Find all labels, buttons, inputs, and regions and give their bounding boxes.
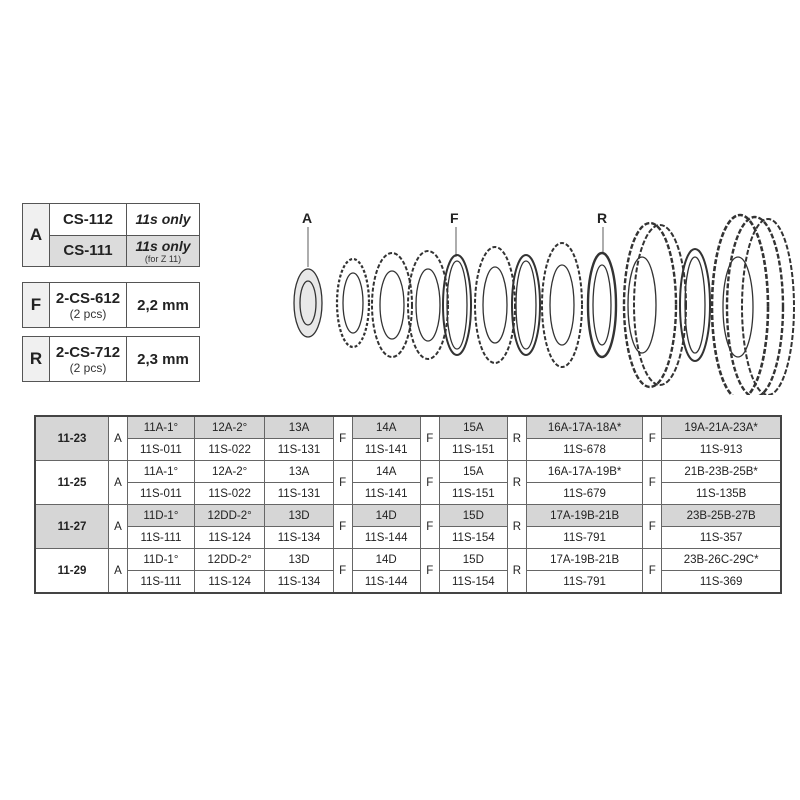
- group-letter-cell: R: [507, 505, 526, 549]
- sprocket-cell: 13D: [265, 549, 333, 571]
- sprocket-cell: 13A: [265, 461, 333, 483]
- sprocket-cell: 17A-19B-21B: [526, 505, 642, 527]
- part-code-cell: 11S-151: [439, 483, 507, 505]
- legend-code: 2-CS-612: [55, 289, 121, 307]
- group-letter-cell: F: [333, 461, 352, 505]
- sprocket-cell: 13A: [265, 416, 333, 439]
- sprocket-cell: 15D: [439, 549, 507, 571]
- part-code-cell: 11S-144: [352, 527, 420, 549]
- sprocket-cell: 12DD-2°: [194, 549, 265, 571]
- legend-code: CS-112: [50, 204, 127, 235]
- table-row: [35, 461, 781, 483]
- legend-letter-f: F: [23, 283, 50, 327]
- range-cell: 11-27: [35, 505, 109, 549]
- sprocket-cell: 21B-23B-25B*: [662, 461, 781, 483]
- part-code-cell: 11S-022: [194, 483, 265, 505]
- part-code-cell: 11S-144: [352, 571, 420, 594]
- diagram-label-a: A: [302, 210, 313, 226]
- part-code-cell: 11S-151: [439, 439, 507, 461]
- sprocket-cell: 12DD-2°: [194, 505, 265, 527]
- part-code-cell: 11S-022: [194, 439, 265, 461]
- sprocket-cell: 16A-17A-18A*: [526, 416, 642, 439]
- part-code-cell: 11S-124: [194, 527, 265, 549]
- sprocket-cell: 14D: [352, 505, 420, 527]
- legend-code: 2-CS-712: [55, 343, 121, 361]
- sprocket-cell: 13D: [265, 505, 333, 527]
- part-code-cell: 11S-791: [526, 571, 642, 594]
- table-row: [35, 549, 781, 571]
- legend-size: 2,3 mm: [137, 350, 189, 368]
- sprocket-cell: 11D-1°: [128, 549, 195, 571]
- part-code-cell: 11S-679: [526, 483, 642, 505]
- table-row: [35, 505, 781, 527]
- group-letter-cell: F: [420, 549, 439, 594]
- part-code-cell: 11S-111: [128, 571, 195, 594]
- range-cell: 11-23: [35, 416, 109, 461]
- table-row: [35, 439, 781, 461]
- sprocket-cell: 11D-1°: [128, 505, 195, 527]
- cog-part: [372, 253, 412, 357]
- table-row: [35, 571, 781, 594]
- part-code-cell: 11S-131: [265, 439, 333, 461]
- sprocket-cell: 23B-25B-27B: [662, 505, 781, 527]
- spacer-part: [512, 255, 540, 355]
- table-row: [35, 416, 781, 439]
- group-letter-cell: A: [109, 416, 128, 461]
- sprocket-cell: 15A: [439, 461, 507, 483]
- range-cell: 11-25: [35, 461, 109, 505]
- group-letter-cell: F: [643, 416, 662, 461]
- cog-block-part: [624, 223, 686, 387]
- legend-code: CS-111: [50, 236, 127, 267]
- group-letter-cell: F: [643, 461, 662, 505]
- group-letter-cell: F: [333, 505, 352, 549]
- cog-part: [542, 243, 582, 367]
- part-code-cell: 11S-111: [128, 527, 195, 549]
- group-letter-cell: F: [643, 549, 662, 594]
- legend-note: 11s only: [135, 211, 191, 228]
- part-code-cell: 11S-124: [194, 571, 265, 594]
- part-code-cell: 11S-913: [662, 439, 781, 461]
- cog-part: [337, 259, 369, 347]
- cassette-exploded-diagram: [280, 205, 800, 395]
- part-code-cell: 11S-131: [265, 483, 333, 505]
- sprocket-cell: 11A-1°: [128, 416, 195, 439]
- diagram-label-f: F: [450, 210, 459, 226]
- group-letter-cell: A: [109, 549, 128, 594]
- parts-legend: [22, 203, 200, 375]
- part-code-cell: 11S-154: [439, 527, 507, 549]
- sprocket-cell: 16A-17A-19B*: [526, 461, 642, 483]
- sprocket-cell: 17A-19B-21B: [526, 549, 642, 571]
- group-letter-cell: F: [643, 505, 662, 549]
- group-letter-cell: F: [420, 416, 439, 461]
- group-letter-cell: F: [420, 505, 439, 549]
- part-code-cell: 11S-011: [128, 483, 195, 505]
- legend-note: 11s only: [135, 237, 191, 254]
- group-letter-cell: R: [507, 461, 526, 505]
- sprocket-composition-table: [34, 415, 782, 594]
- diagram-label-r: R: [597, 210, 608, 226]
- legend-lockring: [22, 203, 200, 267]
- lockring-part: [294, 269, 322, 337]
- spacer-part: [680, 249, 710, 361]
- legend-size: 2,2 mm: [137, 296, 189, 314]
- group-letter-cell: A: [109, 505, 128, 549]
- sprocket-cell: 12A-2°: [194, 461, 265, 483]
- part-code-cell: 11S-135B: [662, 483, 781, 505]
- part-code-cell: 11S-011: [128, 439, 195, 461]
- part-code-cell: 11S-369: [662, 571, 781, 594]
- table-row: [35, 483, 781, 505]
- group-letter-cell: F: [333, 549, 352, 594]
- group-letter-cell: F: [420, 461, 439, 505]
- spacer-part: [588, 253, 616, 357]
- part-code-cell: 11S-141: [352, 439, 420, 461]
- part-code-cell: 11S-678: [526, 439, 642, 461]
- part-code-cell: 11S-134: [265, 571, 333, 594]
- legend-qty: (2 pcs): [69, 306, 107, 321]
- legend-letter-r: R: [23, 337, 50, 381]
- spacer-part: [443, 255, 471, 355]
- legend-qty: (2 pcs): [69, 360, 107, 375]
- sprocket-cell: 11A-1°: [128, 461, 195, 483]
- sprocket-cell: 14A: [352, 461, 420, 483]
- range-cell: 11-29: [35, 549, 109, 594]
- group-letter-cell: R: [507, 416, 526, 461]
- part-code-cell: 11S-357: [662, 527, 781, 549]
- part-code-cell: 11S-154: [439, 571, 507, 594]
- legend-subnote: (for Z 11): [144, 253, 182, 264]
- part-code-cell: 11S-134: [265, 527, 333, 549]
- part-code-cell: 11S-791: [526, 527, 642, 549]
- sprocket-cell: 15D: [439, 505, 507, 527]
- part-code-cell: 11S-141: [352, 483, 420, 505]
- group-letter-cell: R: [507, 549, 526, 594]
- legend-letter-a: A: [23, 204, 50, 266]
- legend-spacer-r: [22, 336, 200, 382]
- sprocket-cell: 14A: [352, 416, 420, 439]
- table-row: [35, 527, 781, 549]
- sprocket-cell: 12A-2°: [194, 416, 265, 439]
- sprocket-cell: 23B-26C-29C*: [662, 549, 781, 571]
- sprocket-cell: 15A: [439, 416, 507, 439]
- cog-block-part: [712, 215, 794, 395]
- cog-part: [475, 247, 515, 363]
- sprocket-cell: 14D: [352, 549, 420, 571]
- legend-spacer-f: [22, 282, 200, 328]
- group-letter-cell: F: [333, 416, 352, 461]
- sprocket-cell: 19A-21A-23A*: [662, 416, 781, 439]
- group-letter-cell: A: [109, 461, 128, 505]
